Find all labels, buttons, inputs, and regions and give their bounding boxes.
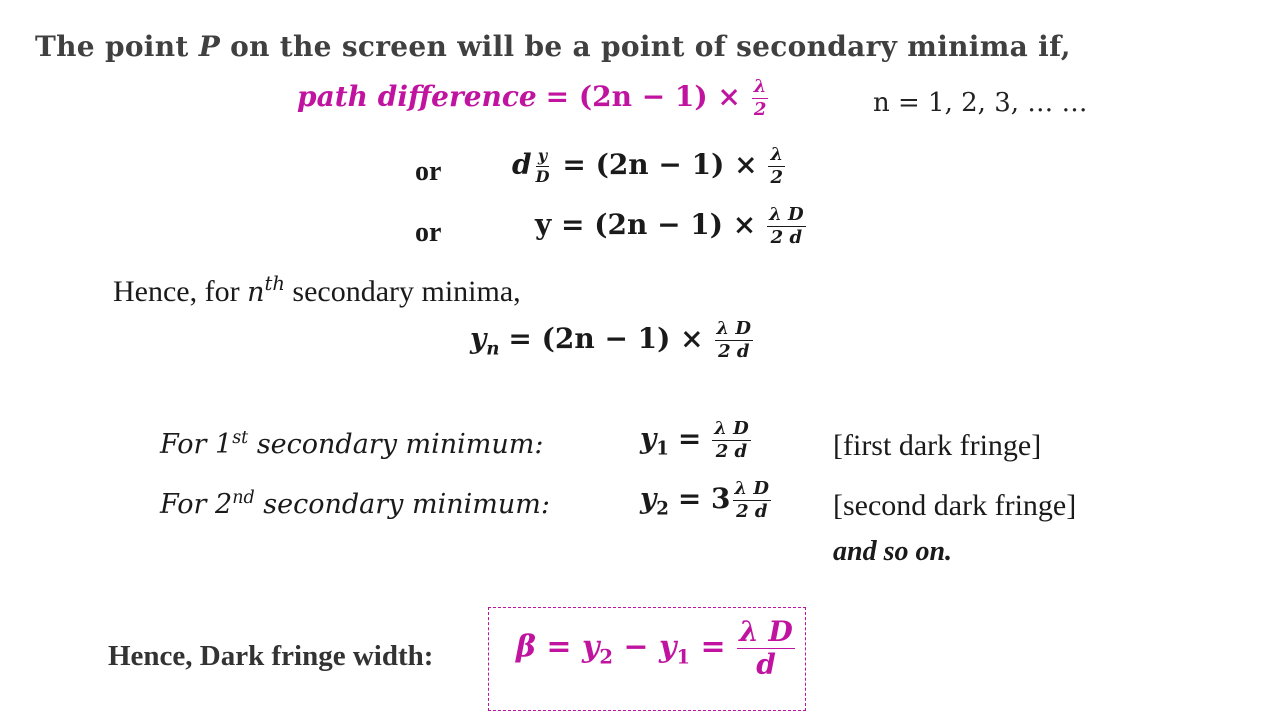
eq1-lhs: path difference (297, 80, 537, 113)
hence-nth-text (113, 272, 521, 309)
eq1-num: λ (753, 76, 767, 97)
fw-sub2: 2 (599, 645, 613, 669)
heading-var: P (198, 30, 221, 63)
eq-yn-rhs: = (2n − 1) × (508, 322, 704, 355)
n-values-text: n = 1, 2, 3, … … (873, 88, 1088, 118)
heading (35, 30, 1071, 63)
and-so-on: and so on. (833, 536, 953, 567)
eq3-lhs: y = (2n − 1) × (535, 208, 757, 241)
y1-eq: = (677, 422, 702, 455)
fw-fraction (737, 615, 795, 681)
eq-path-difference (297, 78, 770, 119)
y1-den: 2 d (715, 441, 748, 462)
y1-num: λ D (714, 418, 749, 439)
eq2-rnum: λ (770, 144, 784, 165)
hence-nth-sup: th (264, 272, 285, 295)
first-min-sup: st (232, 428, 249, 448)
y1-fraction (712, 420, 751, 461)
eq-d-y-over-D (512, 146, 787, 187)
y1-y: y (640, 422, 657, 455)
hence-nth-post: secondary minima, (284, 275, 521, 308)
eq-y1 (640, 420, 753, 461)
eq1-rhs: = (2n − 1) × (545, 80, 741, 113)
eq2-rhs: = (2n − 1) × (562, 148, 758, 181)
eq2-rden: 2 (770, 167, 784, 188)
dark-fringe-width-label: Hence, Dark fringe width: (108, 640, 434, 672)
heading-post: on the screen will be a point of secondary minima if, (220, 30, 1071, 63)
hence-nth-n: n (247, 277, 265, 308)
eq1-den: 2 (753, 99, 767, 120)
y2-fraction (733, 480, 772, 521)
second-min-label (160, 488, 550, 520)
fw-sub1: 1 (676, 645, 691, 669)
eq-yn-y: y (470, 322, 487, 355)
eq2-num: y (537, 146, 548, 165)
heading-pre: The point (35, 30, 199, 63)
eq3-num: λ D (769, 204, 804, 225)
eq2-rhs-fraction (768, 146, 785, 187)
eq-yn-num: λ D (716, 318, 752, 339)
eq-fringe-width (516, 615, 797, 681)
eq2-den: D (535, 167, 550, 186)
n-values (873, 88, 1088, 118)
or-label-2: or (415, 217, 442, 248)
y2-y: y (640, 482, 657, 515)
first-min-pre: For 1 (160, 429, 233, 460)
y2-den: 2 d (736, 501, 768, 522)
eq2-lhs-fraction (534, 148, 552, 185)
y2-num: λ D (734, 478, 770, 499)
first-min-post: secondary minimum: (248, 429, 544, 460)
first-dark-fringe-note: [first dark fringe] (833, 429, 1042, 462)
eq-y2 (640, 480, 773, 521)
y1-sub: 1 (656, 438, 669, 460)
eq-yn-fraction (715, 320, 754, 361)
fw-minus: − y (612, 629, 677, 665)
eq1-fraction (752, 78, 769, 119)
hence-nth-pre: Hence, for (113, 275, 248, 308)
fw-beta: β = y (516, 629, 600, 665)
second-min-pre: For 2 (160, 489, 233, 520)
eq-yn-sub: n (486, 338, 500, 360)
fw-eq: = (690, 629, 726, 665)
fw-num: λ D (739, 615, 793, 648)
first-min-label (160, 428, 544, 460)
y2-eq: = 3 (677, 482, 731, 515)
eq2-d: d (512, 148, 532, 181)
eq3-den: 2 d (770, 227, 803, 248)
eq-y (535, 206, 808, 247)
second-min-post: secondary minimum: (254, 489, 550, 520)
second-min-sup: nd (232, 488, 255, 508)
eq-yn (470, 320, 755, 361)
eq3-fraction (767, 206, 806, 247)
fw-den: d (756, 648, 776, 681)
second-dark-fringe-note: [second dark fringe] (833, 489, 1077, 522)
or-label-1: or (415, 156, 442, 187)
eq-yn-den: 2 d (718, 341, 750, 362)
y2-sub: 2 (656, 498, 669, 520)
